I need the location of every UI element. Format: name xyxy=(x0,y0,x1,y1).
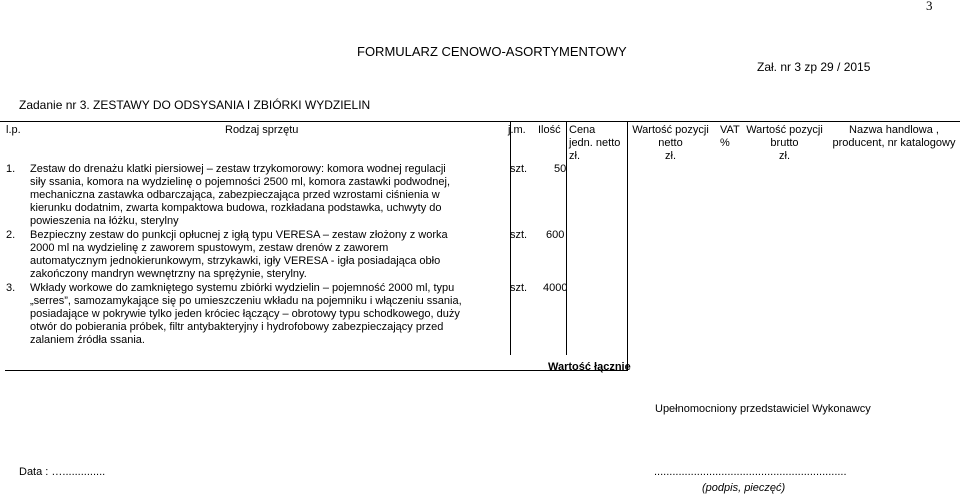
row-quantity: 4000 xyxy=(543,282,568,294)
header-cena: Cena jedn. netto zł. xyxy=(569,124,621,162)
row-number: 2. xyxy=(6,229,16,241)
total-label: Wartość łącznie xyxy=(548,361,631,373)
row-unit: szt. xyxy=(510,163,528,175)
row-description: Wkłady workowe do zamkniętego systemu zbiórki wydzielin – pojemność 2000 ml, typu „serres”, samozamykające się po umieszczeniu wkładu na pojemniku i włączeniu ssania, posiadające w pokrywie tylko jeden króciec łączący – obrotowy typu schodkowego, duży otwór do pobierania próbek, filtr antybakteryjny i hydrofobowy zabezpieczający przed zalaniem źródła ssania. xyxy=(30,282,462,346)
header-rodzaj: Rodzaj sprzętu xyxy=(225,124,299,136)
form-title: FORMULARZ CENOWO-ASORTYMENTOWY xyxy=(357,44,627,59)
row-quantity: 50 xyxy=(554,163,567,175)
header-vat: VAT % xyxy=(720,124,740,149)
table-row xyxy=(0,163,640,229)
row-unit: szt. xyxy=(510,229,528,241)
header-nazwa: Nazwa handlowa , producent, nr katalogowy xyxy=(832,124,956,149)
header-wartosc-brutto: Wartość pozycji brutto zł. xyxy=(746,124,823,162)
row-unit: szt. xyxy=(510,282,528,294)
table-row xyxy=(0,282,640,348)
task-title: Zadanie nr 3. ZESTAWY DO ODSYSANIA I ZBIÓRKI WYDZIELIN xyxy=(19,98,371,112)
row-number: 3. xyxy=(6,282,16,294)
page-number: 3 xyxy=(926,0,933,13)
header-wartosc-netto: Wartość pozycji netto zł. xyxy=(632,124,709,162)
date-field: Data : ….............. xyxy=(19,466,106,478)
header-lp: l.p. xyxy=(6,124,21,136)
header-ilosc: Ilość xyxy=(538,124,561,136)
row-description: Zestaw do drenażu klatki piersiowej – zestaw trzykomorowy: komora wodnej regulacji siły ssania, komora na wydzielinę o pojemności 2500 ml, komora zastawki podwodnej, mechaniczna zastawka odbarczająca, zabezpieczająca przed wzrostami ciśnienia w kierunku dodatnim, zwarta kompaktowa budowa, rozkładana podstawka, uchwyty do powieszenia na łóżku, sterylny xyxy=(30,163,451,227)
signature-label: (podpis, pieczęć) xyxy=(702,482,786,494)
signature-line: ............................................................... xyxy=(654,466,847,478)
row-number: 1. xyxy=(6,163,16,175)
header-jm: j.m. xyxy=(508,124,526,136)
row-quantity: 600 xyxy=(546,229,565,241)
authorized-representative: Upełnomocniony przedstawiciel Wykonawcy xyxy=(655,403,871,415)
table-row xyxy=(0,229,640,282)
row-description: Bezpieczny zestaw do punkcji opłucnej z igłą typu VERESA – zestaw złożony z worka 2000 ml na wydzielinę z zaworem spustowym, zestaw drenów z zaworem automatycznym jednokierunkowym, strzykawki, igły VERESA - igła posiadająca obło zakończony mandryn wewnętrzny na sprężynie, sterylny. xyxy=(30,229,448,280)
attachment-ref: Zał. nr 3 zp 29 / 2015 xyxy=(757,60,871,74)
